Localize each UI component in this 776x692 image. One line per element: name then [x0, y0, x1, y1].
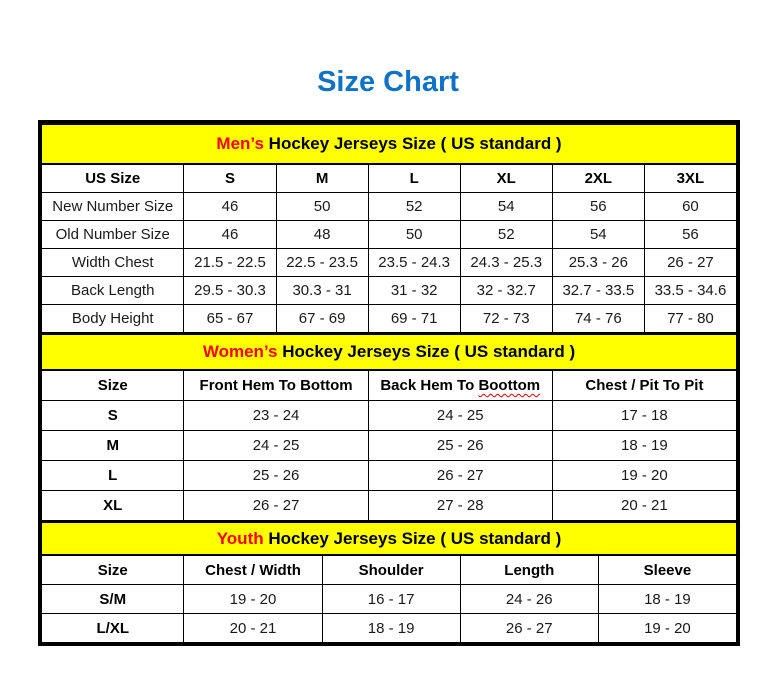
table-row	[42, 585, 737, 614]
table-cell: 50	[276, 193, 368, 221]
table-cell: 17 - 18	[552, 401, 736, 431]
mens-banner-rest: Hockey Jerseys Size ( US standard )	[263, 134, 562, 153]
table-cell: 26 - 27	[460, 614, 598, 643]
table-cell: 69 - 71	[368, 305, 460, 333]
table-cell: 33.5 - 34.6	[644, 277, 736, 305]
column-header: 2XL	[552, 164, 644, 193]
table-cell: 52	[460, 221, 552, 249]
column-header: Shoulder	[322, 555, 460, 585]
table-cell: 27 - 28	[368, 491, 552, 521]
table-cell: 50	[368, 221, 460, 249]
column-header: L	[368, 164, 460, 193]
table-cell: 52	[368, 193, 460, 221]
table-cell: 32.7 - 33.5	[552, 277, 644, 305]
table-cell: 22.5 - 23.5	[276, 249, 368, 277]
table-cell: 19 - 20	[552, 461, 736, 491]
youth-banner	[42, 522, 737, 555]
table-cell: 24 - 25	[184, 431, 368, 461]
table-cell: 26 - 27	[184, 491, 368, 521]
row-label: Old Number Size	[42, 221, 184, 249]
table-cell: 24 - 25	[368, 401, 552, 431]
table-cell: 74 - 76	[552, 305, 644, 333]
table-cell: 31 - 32	[368, 277, 460, 305]
youth-header-row	[42, 555, 737, 585]
table-row	[42, 461, 737, 491]
back-hem-prefix: Back Hem To	[380, 377, 479, 394]
table-cell: 20 - 21	[184, 614, 322, 643]
column-header: 3XL	[644, 164, 736, 193]
table-cell: 60	[644, 193, 736, 221]
table-row	[42, 431, 737, 461]
row-label: Body Height	[42, 305, 184, 333]
table-row	[42, 221, 737, 249]
table-cell: 25 - 26	[368, 431, 552, 461]
womens-header-row	[42, 370, 737, 401]
table-cell: 24 - 26	[460, 585, 598, 614]
column-header: S	[184, 164, 276, 193]
row-label: L/XL	[42, 614, 184, 643]
column-header-misspelled	[368, 370, 552, 401]
column-header: Chest / Pit To Pit	[552, 370, 736, 401]
back-hem-misspelled-word: Boottom	[478, 377, 541, 394]
row-label: XL	[42, 491, 184, 521]
column-header: Chest / Width	[184, 555, 322, 585]
table-cell: 18 - 19	[322, 614, 460, 643]
column-header: XL	[460, 164, 552, 193]
column-header: Sleeve	[598, 555, 736, 585]
table-cell: 18 - 19	[598, 585, 736, 614]
column-header: Length	[460, 555, 598, 585]
table-cell: 25 - 26	[184, 461, 368, 491]
table-cell: 25.3 - 26	[552, 249, 644, 277]
row-label: M	[42, 431, 184, 461]
table-cell: 65 - 67	[184, 305, 276, 333]
mens-banner	[42, 124, 737, 164]
womens-banner	[42, 334, 737, 370]
table-cell: 56	[644, 221, 736, 249]
mens-banner-highlight: Men’s	[216, 134, 264, 153]
table-cell: 46	[184, 193, 276, 221]
table-row	[42, 614, 737, 643]
column-header: M	[276, 164, 368, 193]
row-label: S/M	[42, 585, 184, 614]
table-cell: 77 - 80	[644, 305, 736, 333]
table-cell: 24.3 - 25.3	[460, 249, 552, 277]
womens-size-table	[41, 333, 737, 521]
table-cell: 56	[552, 193, 644, 221]
page-title: Size Chart	[317, 66, 459, 98]
womens-banner-highlight: Women’s	[202, 342, 278, 361]
row-label: New Number Size	[42, 193, 184, 221]
table-cell: 54	[552, 221, 644, 249]
youth-banner-rest: Hockey Jerseys Size ( US standard )	[263, 528, 562, 548]
table-row	[42, 277, 737, 305]
youth-banner-row	[42, 522, 737, 555]
womens-banner-rest: Hockey Jerseys Size ( US standard )	[277, 342, 576, 361]
table-cell: 72 - 73	[460, 305, 552, 333]
column-header: Size	[42, 370, 184, 401]
table-row	[42, 491, 737, 521]
mens-size-table	[41, 123, 737, 333]
row-label: Back Length	[42, 277, 184, 305]
womens-banner-row	[42, 334, 737, 370]
table-cell: 26 - 27	[368, 461, 552, 491]
table-cell: 20 - 21	[552, 491, 736, 521]
column-header: US Size	[42, 164, 184, 193]
youth-size-table	[41, 521, 737, 643]
mens-header-row	[42, 164, 737, 193]
table-cell: 32 - 32.7	[460, 277, 552, 305]
size-chart-tables	[38, 120, 740, 646]
table-row	[42, 401, 737, 431]
row-label: Width Chest	[42, 249, 184, 277]
column-header: Front Hem To Bottom	[184, 370, 368, 401]
table-cell: 23 - 24	[184, 401, 368, 431]
table-cell: 54	[460, 193, 552, 221]
mens-banner-row	[42, 124, 737, 164]
table-cell: 48	[276, 221, 368, 249]
table-row	[42, 249, 737, 277]
youth-banner-highlight: Youth	[216, 528, 264, 548]
table-cell: 23.5 - 24.3	[368, 249, 460, 277]
table-cell: 16 - 17	[322, 585, 460, 614]
table-cell: 21.5 - 22.5	[184, 249, 276, 277]
row-label: S	[42, 401, 184, 431]
table-cell: 29.5 - 30.3	[184, 277, 276, 305]
table-cell: 67 - 69	[276, 305, 368, 333]
table-row	[42, 193, 737, 221]
table-row	[42, 305, 737, 333]
table-cell: 46	[184, 221, 276, 249]
table-cell: 19 - 20	[598, 614, 736, 643]
table-cell: 26 - 27	[644, 249, 736, 277]
table-cell: 19 - 20	[184, 585, 322, 614]
row-label: L	[42, 461, 184, 491]
table-cell: 30.3 - 31	[276, 277, 368, 305]
table-cell: 18 - 19	[552, 431, 736, 461]
column-header: Size	[42, 555, 184, 585]
